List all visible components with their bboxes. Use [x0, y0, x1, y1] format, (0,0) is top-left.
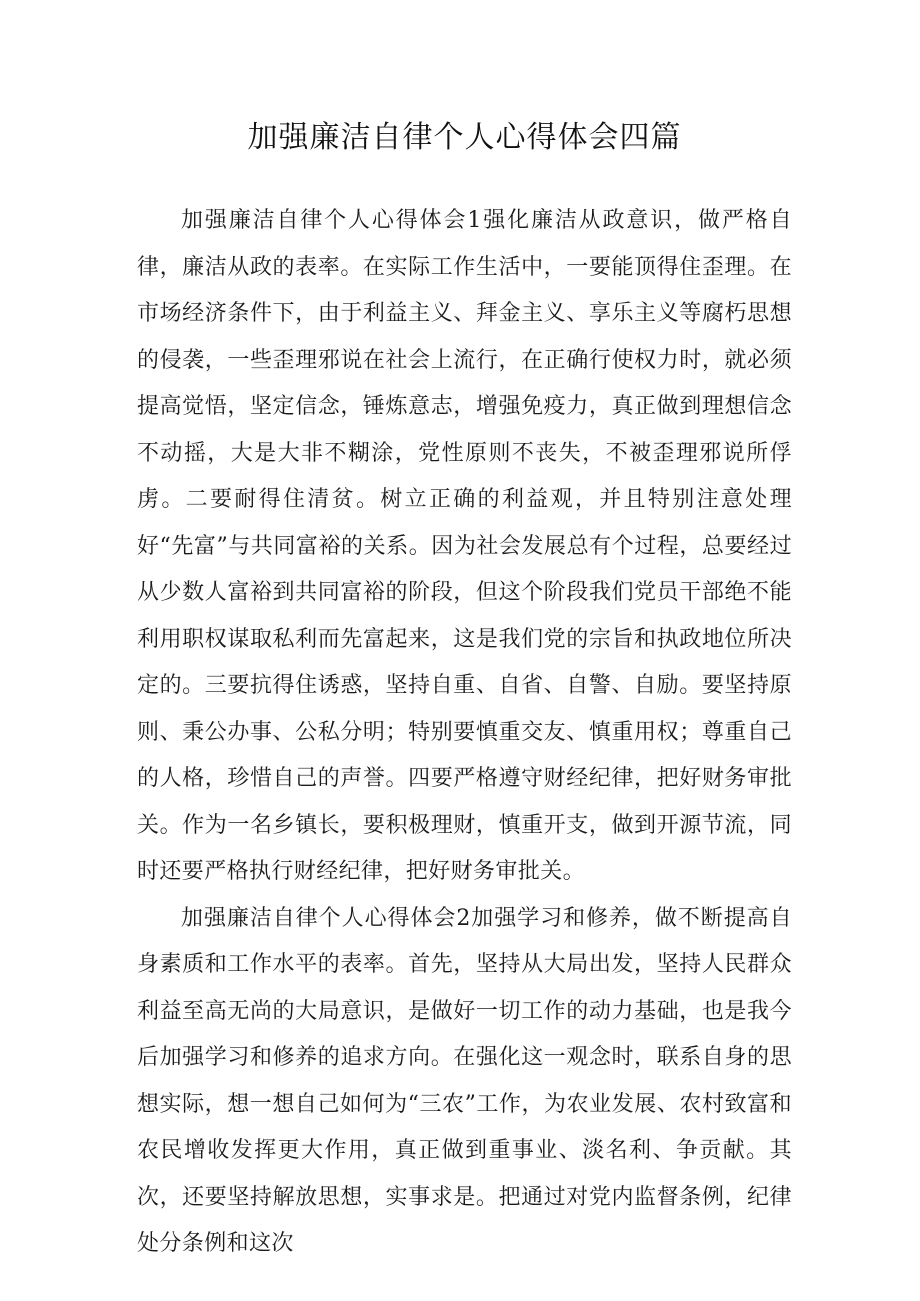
paragraph-2: 加强廉洁自律个人心得体会2加强学习和修养，做不断提高自身素质和工作水平的表率。首先，坚持从大局出发，坚持人民群众利益至高无尚的大局意识，是做好一切工作的动力基础，也是我今后加强学习和修养的追求方向。在强化这一观念时，联系自身的思想实际，想一想自己如何为“三农”工作，为农业发展、农村致富和农民增收发挥更大作用，真正做到重事业、淡名利、争贡献。其次，还要坚持解放思想，实事求是。把通过对党内监督条例，纪律处分条例和这次: [137, 905, 792, 1256]
paragraph-1: 加强廉洁自律个人心得体会1强化廉洁从政意识，做严格自律，廉洁从政的表率。在实际工作生活中，一要能顶得住歪理。在市场经济条件下，由于利益主义、拜金主义、享乐主义等腐朽思想的侵袭，一些歪理邪说在社会上流行，在正确行使权力时，就必须提高觉悟，坚定信念，锤炼意志，增强免疫力，真正做到理想信念不动摇，大是大非不糊涂，党性原则不丧失，不被歪理邪说所俘虏。二要耐得住清贫。树立正确的利益观，并且特别注意处理好“先富”与共同富裕的关系。因为社会发展总有个过程，总要经过从少数人富裕到共同富裕的阶段，但这个阶段我们党员干部绝不能利用职权谋取私利而先富起来，这是我们党的宗旨和执政地位所决定的。三要抗得住诱惑，坚持自重、自省、自警、自励。要坚持原则、秉公办事、公私分明；特别要慎重交友、慎重用权；尊重自己的人格，珍惜自己的声誉。四要严格遵守财经纪律，把好财务审批关。作为一名乡镇长，要积极理财，慎重开支，做到开源节流，同时还要严格执行财经纪律，把好财务审批关。: [137, 208, 792, 884]
document-title: 加强廉洁自律个人心得体会四篇: [247, 120, 682, 155]
